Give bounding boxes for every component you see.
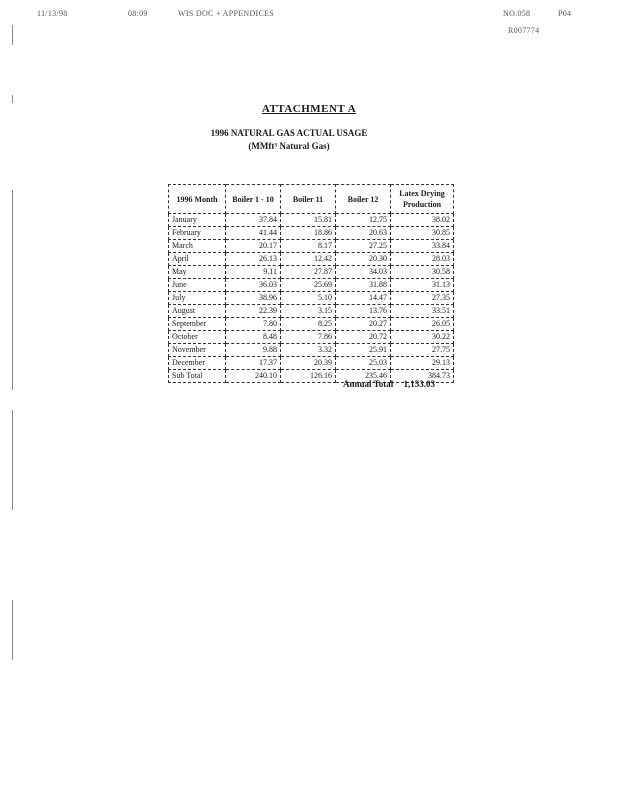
month-cell: May <box>169 266 226 279</box>
table-row <box>169 292 454 305</box>
value-cell: 30.58 <box>391 266 454 279</box>
table-row <box>169 279 454 292</box>
margin-mark <box>12 600 13 660</box>
column-header-boiler-12: Boiler 12 <box>336 185 391 214</box>
value-cell: 30.22 <box>391 331 454 344</box>
value-cell: 31.13 <box>391 279 454 292</box>
table-row <box>169 266 454 279</box>
value-cell: 126.16 <box>281 370 336 383</box>
value-cell: 20.63 <box>336 227 391 240</box>
document-id: R007774 <box>508 26 540 35</box>
fax-number: NO.058 <box>503 9 531 18</box>
table-row <box>169 253 454 266</box>
annual-total-label: Annual Total <box>343 379 394 389</box>
value-cell: 12.75 <box>336 214 391 227</box>
value-cell: 27.25 <box>336 240 391 253</box>
value-cell: 25.91 <box>336 344 391 357</box>
table-row <box>169 344 454 357</box>
value-cell: 36.03 <box>226 279 281 292</box>
table-row <box>169 240 454 253</box>
fax-sender: WIS DOC + APPENDICES <box>178 9 275 18</box>
value-cell: 29.13 <box>391 357 454 370</box>
fax-time: 08:09 <box>128 9 148 18</box>
value-cell: 20.39 <box>281 357 336 370</box>
value-cell: 25.03 <box>336 357 391 370</box>
margin-mark <box>12 410 13 510</box>
value-cell: 7.86 <box>281 331 336 344</box>
column-header-boiler-1-10: Boiler 1 - 10 <box>226 185 281 214</box>
value-cell: 38.96 <box>226 292 281 305</box>
value-cell: 33.84 <box>391 240 454 253</box>
value-cell: 15.81 <box>281 214 336 227</box>
value-cell: 9.11 <box>226 266 281 279</box>
value-cell: 20.72 <box>336 331 391 344</box>
value-cell: 31.88 <box>336 279 391 292</box>
value-cell: 27.75 <box>391 344 454 357</box>
margin-mark <box>12 25 13 45</box>
value-cell: 30.85 <box>391 227 454 240</box>
value-cell: 27.35 <box>391 292 454 305</box>
month-cell: July <box>169 292 226 305</box>
month-cell: January <box>169 214 226 227</box>
value-cell: 14.47 <box>336 292 391 305</box>
value-cell: 33.51 <box>391 305 454 318</box>
gas-usage-table <box>168 184 454 383</box>
value-cell: 22.39 <box>226 305 281 318</box>
month-cell: September <box>169 318 226 331</box>
value-cell: 8.17 <box>281 240 336 253</box>
value-cell: 27.87 <box>281 266 336 279</box>
value-cell: 235.46 <box>336 370 391 383</box>
value-cell: 3.15 <box>281 305 336 318</box>
table-row <box>169 214 454 227</box>
units-subtitle: (MMft³ Natural Gas) <box>248 141 330 151</box>
month-cell: November <box>169 344 226 357</box>
value-cell: 384.73 <box>391 370 454 383</box>
attachment-title: ATTACHMENT A <box>261 103 357 115</box>
value-cell: 240.10 <box>226 370 281 383</box>
fax-date: 11/13/98 <box>37 9 68 18</box>
margin-mark <box>12 95 13 103</box>
value-cell: 34.03 <box>336 266 391 279</box>
table-row <box>169 357 454 370</box>
fax-page: P04 <box>558 9 572 18</box>
value-cell: 38.02 <box>391 214 454 227</box>
table-row <box>169 305 454 318</box>
month-cell: June <box>169 279 226 292</box>
month-cell: April <box>169 253 226 266</box>
month-cell: Sub Total <box>169 370 226 383</box>
table-row <box>169 318 454 331</box>
value-cell: 28.03 <box>391 253 454 266</box>
value-cell: 9.88 <box>226 344 281 357</box>
value-cell: 20.17 <box>226 240 281 253</box>
value-cell: 41.44 <box>226 227 281 240</box>
annual-total-value: 1,153.03 <box>403 379 436 389</box>
column-header-month: 1996 Month <box>169 185 226 214</box>
table-row <box>169 227 454 240</box>
annual-total <box>343 379 435 389</box>
value-cell: 13.76 <box>336 305 391 318</box>
value-cell: 37.84 <box>226 214 281 227</box>
month-cell: December <box>169 357 226 370</box>
value-cell: 3.32 <box>281 344 336 357</box>
value-cell: 20.27 <box>336 318 391 331</box>
value-cell: 17.37 <box>226 357 281 370</box>
value-cell: 8.25 <box>281 318 336 331</box>
value-cell: 12.42 <box>281 253 336 266</box>
month-cell: February <box>169 227 226 240</box>
table-header-row <box>169 185 454 214</box>
month-cell: October <box>169 331 226 344</box>
usage-subtitle: 1996 NATURAL GAS ACTUAL USAGE <box>210 128 368 138</box>
value-cell: 20.30 <box>336 253 391 266</box>
value-cell: 8.48 <box>226 331 281 344</box>
margin-mark <box>12 190 13 390</box>
column-header-latex-drying: Latex Drying Production <box>391 185 454 214</box>
value-cell: 26.05 <box>391 318 454 331</box>
month-cell: August <box>169 305 226 318</box>
value-cell: 26.13 <box>226 253 281 266</box>
table-row <box>169 331 454 344</box>
value-cell: 18.86 <box>281 227 336 240</box>
value-cell: 25.69 <box>281 279 336 292</box>
month-cell: March <box>169 240 226 253</box>
column-header-boiler-11: Boiler 11 <box>281 185 336 214</box>
value-cell: 5.10 <box>281 292 336 305</box>
value-cell: 7.80 <box>226 318 281 331</box>
